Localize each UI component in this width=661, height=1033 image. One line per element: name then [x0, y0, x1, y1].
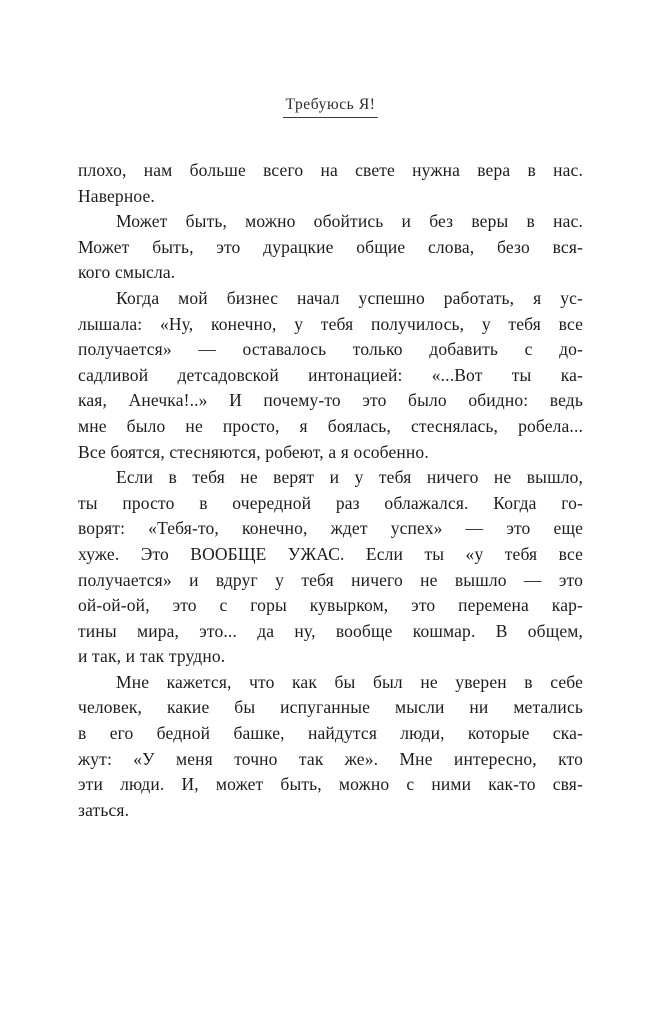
- text-line: в его бедной башке, найдутся люди, которые ска-: [78, 723, 583, 744]
- text-line: Если в тебя не верят и у тебя ничего не вышло,: [116, 467, 583, 488]
- text-line: ой-ой-ой, это с горы кувырком, это перемена кар-: [78, 595, 583, 616]
- text-line: ворят: «Тебя-то, конечно, ждет успех» — это еще: [78, 518, 583, 539]
- text-line: кая, Анечка!..» И почему-то это было обидно: ведь: [78, 390, 583, 411]
- text-line: плохо, нам больше всего на свете нужна вера в нас.: [78, 160, 583, 180]
- body-text: [78, 158, 583, 823]
- text-line: хуже. Это ВООБЩЕ УЖАС. Если ты «у тебя все: [78, 543, 583, 564]
- paragraph: [78, 465, 583, 670]
- text-line: получается» и вдруг у тебя ничего не вышло — это: [78, 569, 583, 590]
- text-line: тины мира, это... да ну, вообще кошмар. В общем,: [78, 620, 583, 641]
- text-line: получается» — оставалось только добавить с до-: [78, 339, 583, 360]
- text-line: заться.: [78, 799, 130, 820]
- text-line: лышала: «Ну, конечно, у тебя получилось, у тебя все: [78, 313, 583, 334]
- text-line: Наверное.: [78, 185, 155, 206]
- running-head: [78, 96, 583, 118]
- text-line: ты просто в очередной раз облажался. Когда го-: [78, 492, 583, 513]
- paragraph: [78, 158, 583, 209]
- text-line: жут: «У меня точно так же». Мне интересно, кто: [78, 748, 583, 769]
- text-line: Мне кажется, что как бы был не уверен в себе: [116, 671, 583, 692]
- text-line: садливой детсадовской интонацией: «...Вот ты ка-: [78, 364, 583, 385]
- text-line: эти люди. И, может быть, можно с ними как-то свя-: [78, 774, 583, 795]
- chapter-title: Требуюсь Я!: [283, 96, 377, 118]
- paragraph: [78, 209, 583, 286]
- paragraph: [78, 670, 583, 824]
- text-line: Может быть, это дурацкие общие слова, безо вся-: [78, 236, 583, 257]
- text-line: Когда мой бизнес начал успешно работать, я ус-: [116, 287, 583, 308]
- text-line: человек, какие бы испуганные мысли ни метались: [78, 697, 583, 718]
- text-line: мне было не просто, я боялась, стеснялась, робела...: [78, 415, 583, 436]
- text-line: и так, и так трудно.: [78, 646, 226, 667]
- text-line: кого смысла.: [78, 262, 176, 283]
- text-line: Все боятся, стесняются, робеют, а я особенно.: [78, 441, 429, 462]
- paragraph: [78, 286, 583, 465]
- text-line: Может быть, можно обойтись и без веры в нас.: [116, 211, 583, 232]
